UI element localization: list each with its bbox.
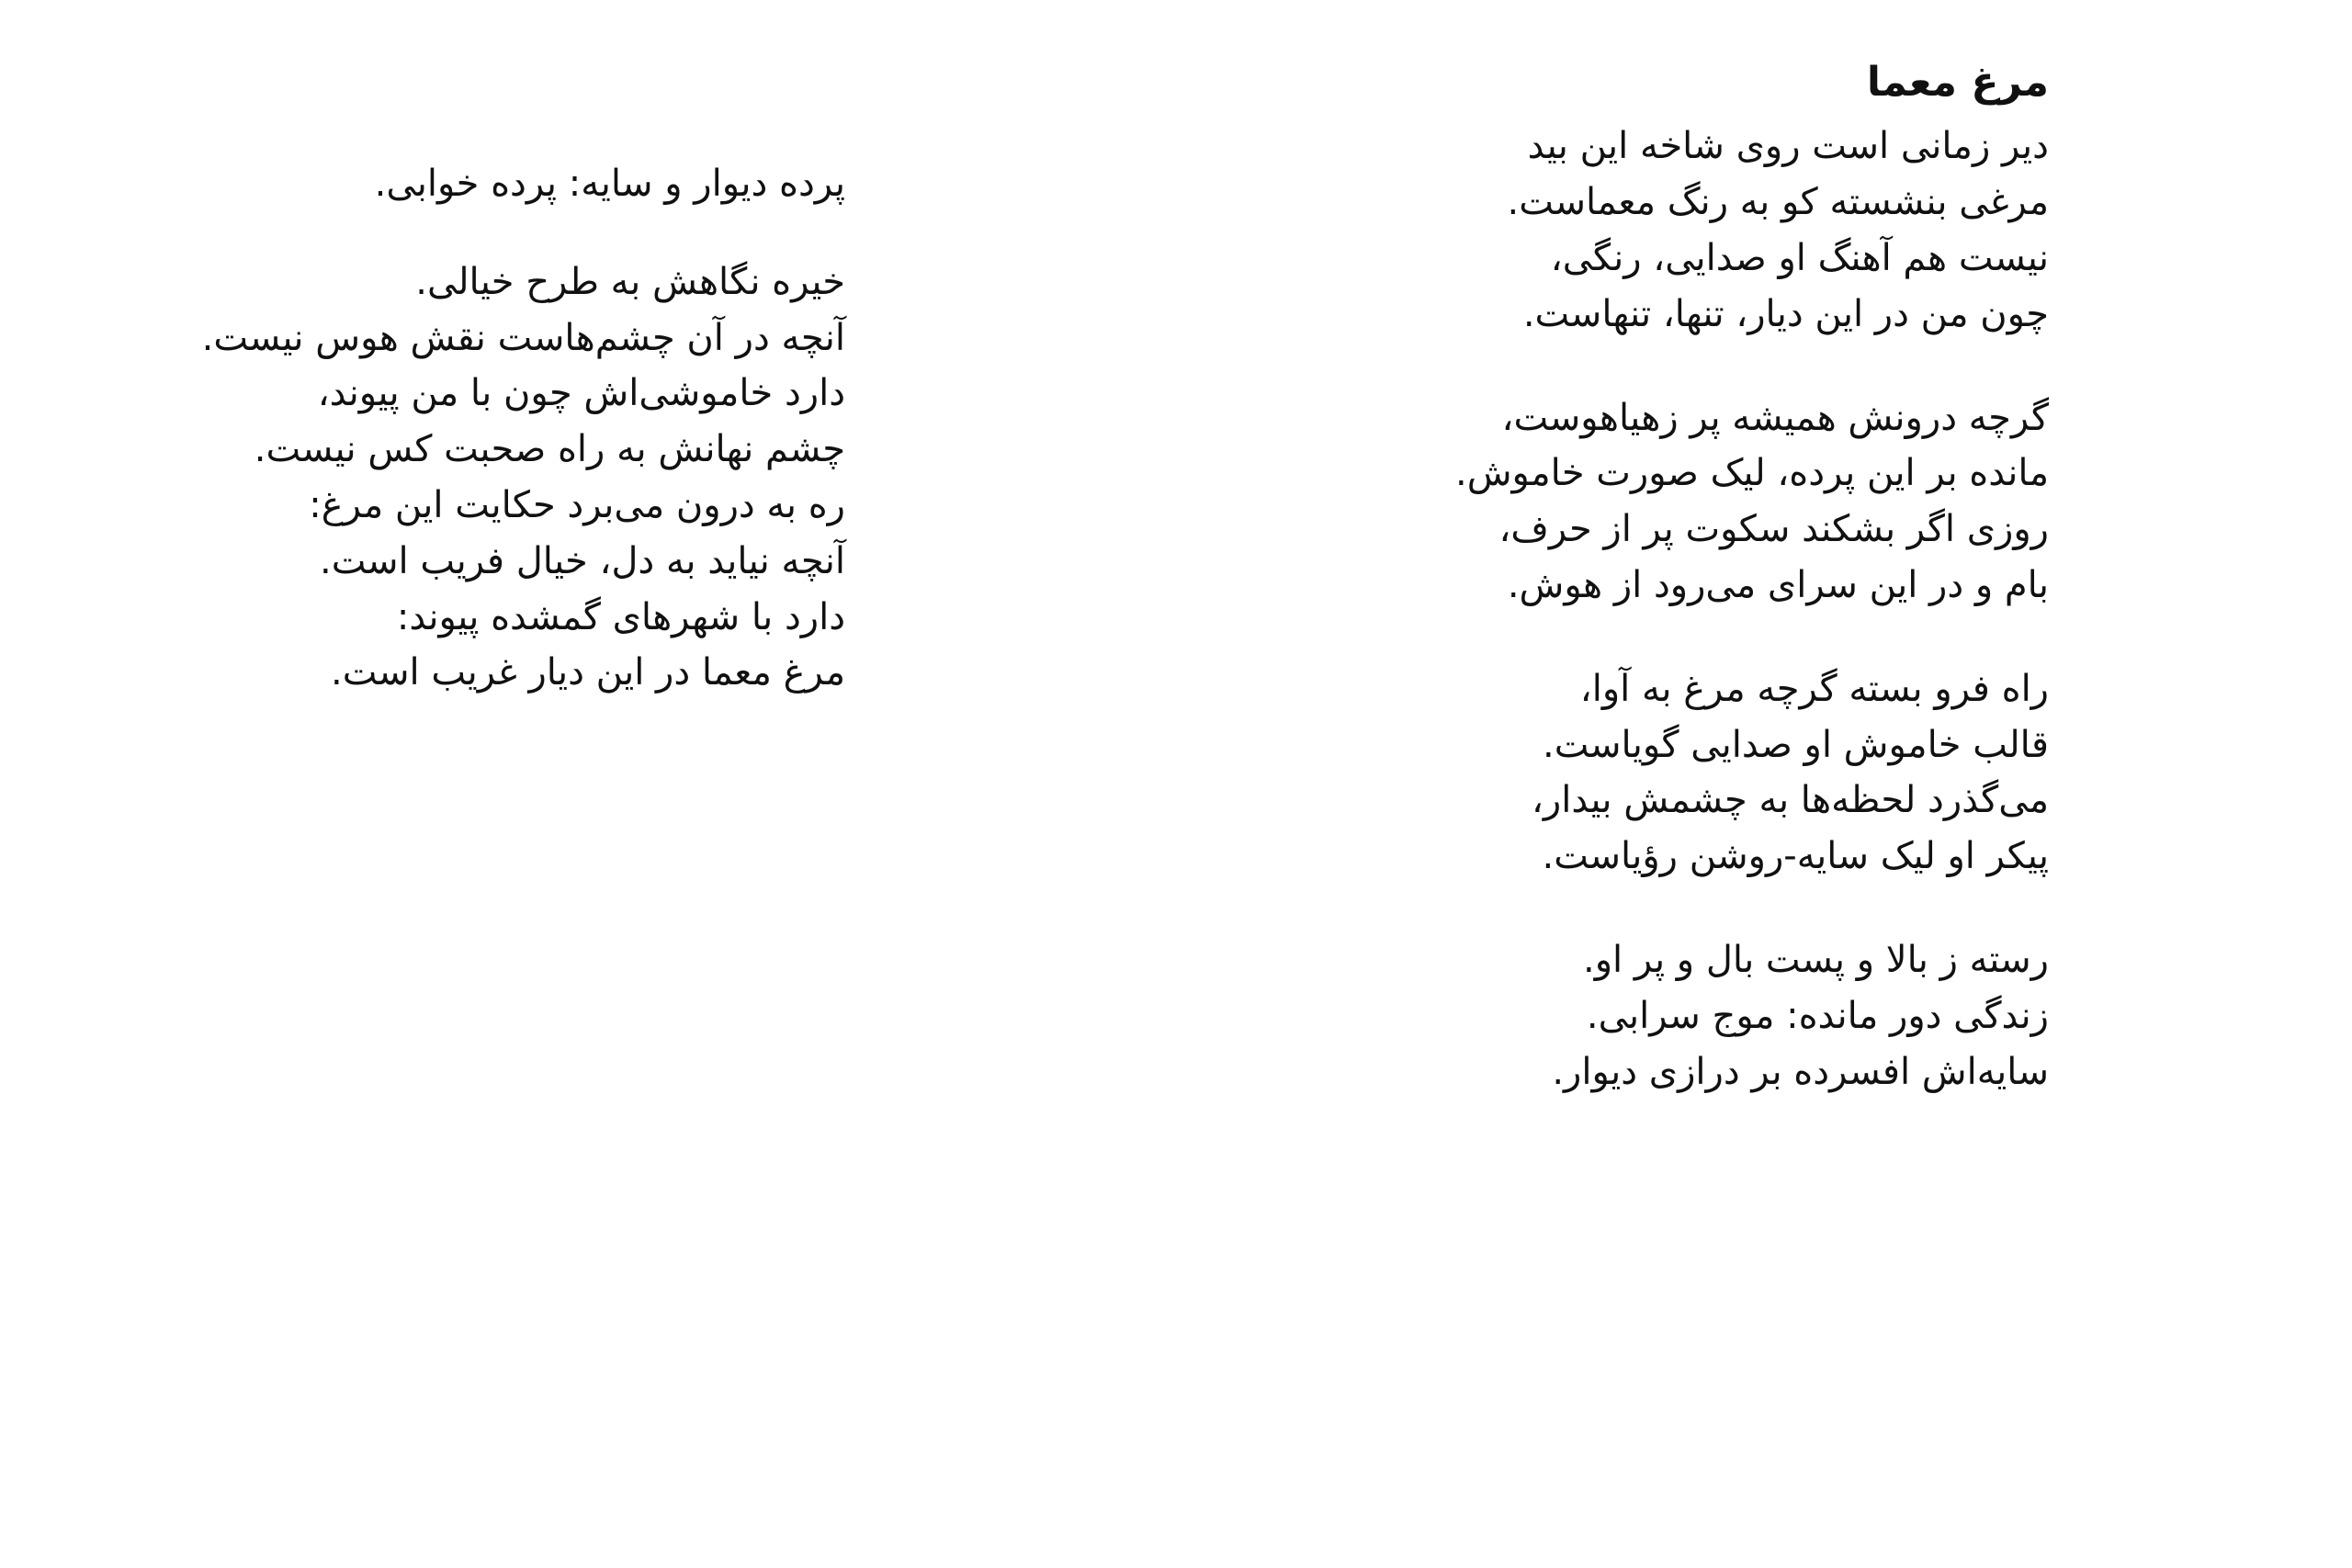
poem-line: آنچه نیاید به دل، خیال فریب است. <box>320 539 845 582</box>
poem-line: دیر زمانی است روی شاخه این بید <box>1527 125 2049 168</box>
poem-line: راه فرو بسته گرچه مرغ به آوا، <box>1579 667 2049 710</box>
poem-line: دارد با شهرهای گمشده پیوند: <box>396 595 845 638</box>
poem-line: زندگی دور مانده: موج سرابی. <box>1586 994 2049 1037</box>
poem-line: می‌گذرد لحظه‌ها به چشمش بیدار، <box>1532 779 2049 822</box>
poem-line: سایه‌اش افسرده بر درازی دیوار. <box>1552 1050 2049 1093</box>
poem-line: مرغ معما در این دیار غریب است. <box>331 651 845 694</box>
poem-line: چون من در این دیار، تنها، تنهاست. <box>1522 292 2049 335</box>
stanza-2 <box>1286 390 2049 614</box>
stanza-5 <box>368 156 845 212</box>
stanza-6 <box>201 254 845 701</box>
poem-line: مانده بر این پرده، لیک صورت خاموش. <box>1455 452 2049 495</box>
stanza-1 <box>1286 118 2049 342</box>
poem-line: روزی اگر بشکند سکوت پر از حرف، <box>1498 508 2049 551</box>
poem-line: چشم نهانش به راه صحبت کس نیست. <box>254 428 845 471</box>
page-title: مرغ معما <box>1866 59 2049 106</box>
stanza-4 <box>1286 932 2049 1100</box>
poem-line: گرچه درونش همیشه پر زهیاهوست، <box>1501 396 2049 439</box>
poem-column-right <box>1176 0 2352 1568</box>
stanza-3 <box>1286 661 2049 885</box>
poem-line: ره به درون می‌برد حکایت این مرغ: <box>309 483 845 526</box>
poem-line: مرغی بنشسته کو به رنگ معماست. <box>1507 181 2049 224</box>
poem-line: دارد خاموشی‌اش چون با من پیوند، <box>317 372 845 415</box>
poem-line: قالب خاموش او صدایی گویاست. <box>1543 723 2049 766</box>
poem-line: رسته ز بالا و پست بال و پر او. <box>1583 938 2049 981</box>
poem-line: پیکر او لیک سایه-روشن رؤیاست. <box>1542 835 2049 878</box>
poem-line: خیره نگاهش به طرح خیالی. <box>415 260 845 303</box>
poem-line: بام و در این سرای می‌رود از هوش. <box>1507 563 2049 606</box>
poem-line: پرده دیوار و سایه: پرده خوابی. <box>374 163 845 205</box>
poem-line: آنچه در آن چشم‌هاست نقش هوس نیست. <box>201 316 845 359</box>
poem-line: نیست هم آهنگ او صدایی، رنگی، <box>1550 236 2049 279</box>
